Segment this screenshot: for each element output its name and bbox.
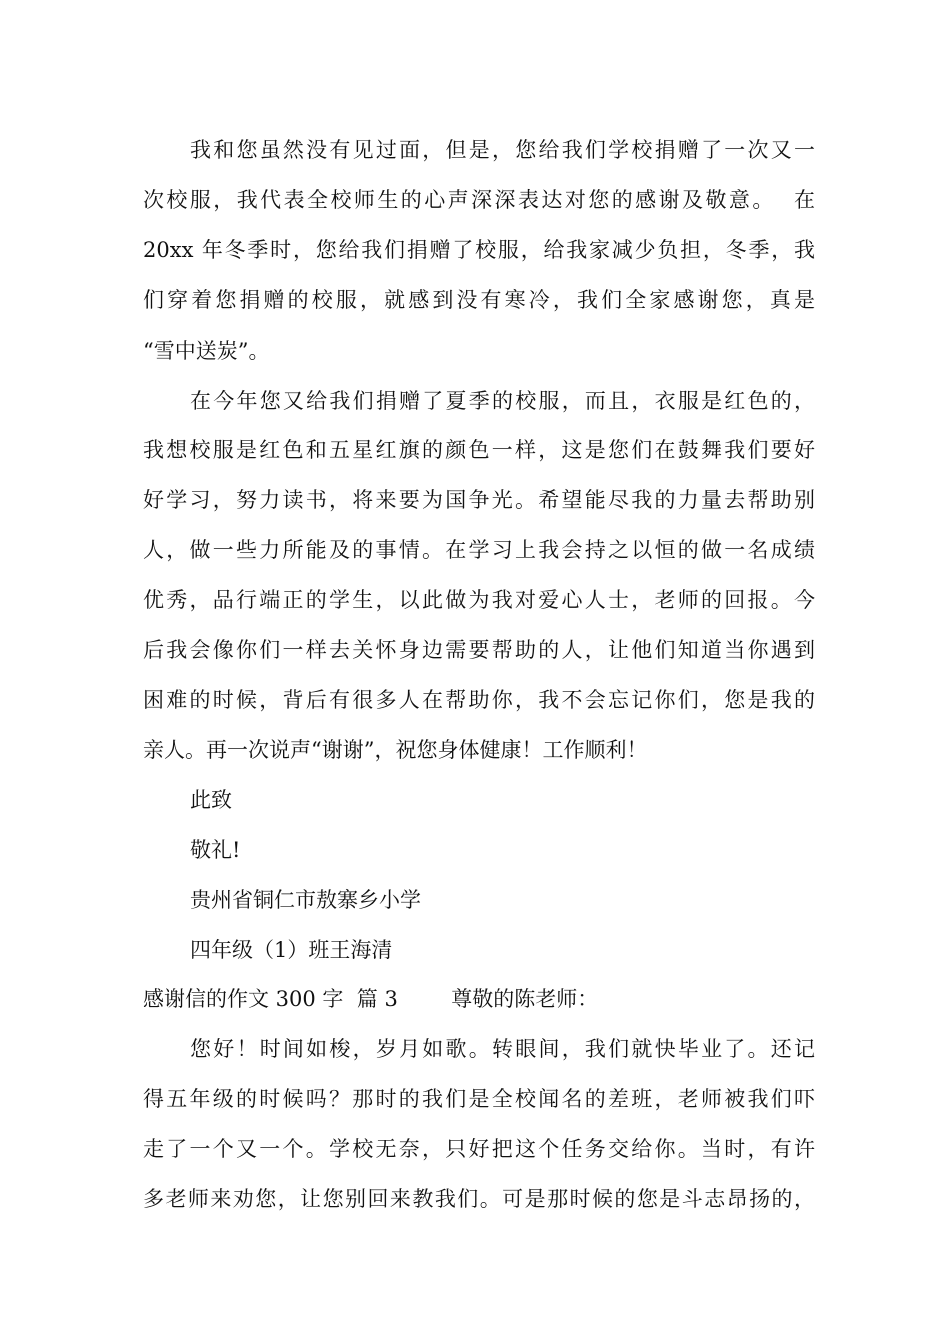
closing-salutation: 此致 <box>190 788 232 812</box>
paragraph-2-line-5: 优秀，品行端正的学生，以此做为我对爱心人士，老师的回报。今 <box>143 588 815 612</box>
paragraph-2-line-1: 在今年您又给我们捐赠了夏季的校服，而且，衣服是红色的， <box>190 389 815 413</box>
paragraph-3-line-4: 多老师来劝您，让您别回来教我们。可是那时候的您是斗志昂扬的， <box>143 1187 815 1211</box>
paragraph-3-line-1: 您好！时间如梭，岁月如歌。转眼间，我们就快毕业了。还记 <box>190 1037 815 1061</box>
paragraph-1-line-1: 我和您虽然没有见过面，但是，您给我们学校捐赠了一次又一 <box>190 138 815 162</box>
section-heading: 感谢信的作文 300 字 篇 3 尊敬的陈老师： <box>143 987 599 1011</box>
paragraph-1-line-5: “雪中送炭”。 <box>143 339 270 363</box>
paragraph-1-line-3: 20xx 年冬季时，您给我们捐赠了校服，给我家减少负担，冬季，我 <box>143 238 815 262</box>
closing-signature: 四年级（1）班王海清 <box>190 938 393 962</box>
closing-regards: 敬礼! <box>190 838 241 862</box>
paragraph-2-line-7: 困难的时候，背后有很多人在帮助你，我不会忘记你们，您是我的 <box>143 688 815 712</box>
paragraph-2-line-4: 人，做一些力所能及的事情。在学习上我会持之以恒的做一名成绩 <box>143 538 815 562</box>
closing-school: 贵州省铜仁市敖寨乡小学 <box>190 888 421 912</box>
paragraph-2-line-3: 好学习，努力读书，将来要为国争光。希望能尽我的力量去帮助别 <box>143 488 815 512</box>
paragraph-3-line-3: 走了一个又一个。学校无奈，只好把这个任务交给你。当时，有许 <box>143 1137 815 1161</box>
paragraph-1-line-4: 们穿着您捐赠的校服，就感到没有寒冷，我们全家感谢您，真是 <box>143 288 815 312</box>
paragraph-2-line-2: 我想校服是红色和五星红旗的颜色一样，这是您们在鼓舞我们要好 <box>143 438 815 462</box>
paragraph-1-line-2: 次校服，我代表全校师生的心声深深表达对您的感谢及敬意。 在 <box>143 188 815 212</box>
paragraph-2-line-6: 后我会像你们一样去关怀身边需要帮助的人，让他们知道当你遇到 <box>143 638 815 662</box>
paragraph-2-line-8: 亲人。再一次说声“谢谢”，祝您身体健康！工作顺利！ <box>143 738 648 762</box>
paragraph-3-line-2: 得五年级的时候吗？那时的我们是全校闻名的差班，老师被我们吓 <box>143 1087 815 1111</box>
